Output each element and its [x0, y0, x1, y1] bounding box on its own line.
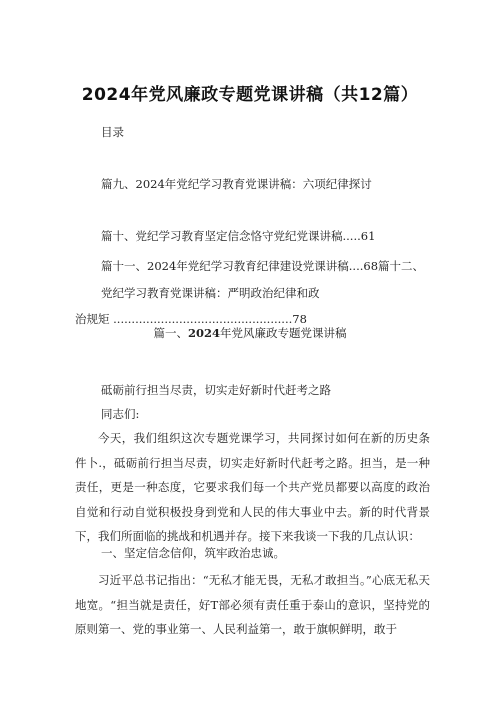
toc-label: 目录	[101, 125, 124, 139]
toc-item: 篇九、2024年党纪学习教育党课讲稿：六项纪律探讨	[101, 177, 372, 191]
toc-item: 党纪学习教育党课讲稿：严明政治纪律和政	[101, 286, 320, 300]
section-heading-suffix: 年党风廉政专题党课讲稿	[220, 326, 347, 340]
section-heading-prefix: 篇一、	[153, 326, 188, 340]
greeting: 同志们:	[101, 407, 140, 421]
toc-item: 篇十、党纪学习教育坚定信念恪守党纪党课讲稿.....61	[101, 229, 376, 243]
body-paragraph: 今天，我们组织这次专题党课学习，共同探讨如何在新的历史条件卜.，砥砺前行担当尽责，切实走好新时代赶考之路。担当，是一种责任，更是一种态度，它要求我们每一个共产党员都要以高度的政治自觉和行动自觉积极投身到党和人民的伟大事业中去。新的时代背景下，我们所面临的挑战和机遇并存。接下来我谈一下我的几点认识：	[75, 431, 430, 543]
document-title: 2024年党风廉政专题党课讲稿（共12篇）	[81, 85, 419, 105]
toc-item: 篇十一、2024年党纪学习教育纪律建设党课讲稿....68篇十二、	[101, 259, 425, 273]
section-heading-year: 2024	[187, 326, 220, 340]
section-subheading: 一、坚定信念信仰，筑牢政治忠诚。	[101, 546, 285, 560]
body-paragraph: 习近平总书记指出：“无私才能无畏，无私才敢担当。”心底无私天地宽。“担当就是责任，好T部必须有责任重于泰山的意识，坚持党的原则第一、党的事业第一、人民利益第一，敢于旗帜鲜明，敢于	[75, 573, 430, 636]
toc-item: 治规矩 .................................................78	[75, 312, 307, 326]
speech-subtitle: 砥砺前行担当尽责，切实走好新时代赶考之路	[101, 383, 331, 397]
section-heading	[0, 326, 500, 340]
